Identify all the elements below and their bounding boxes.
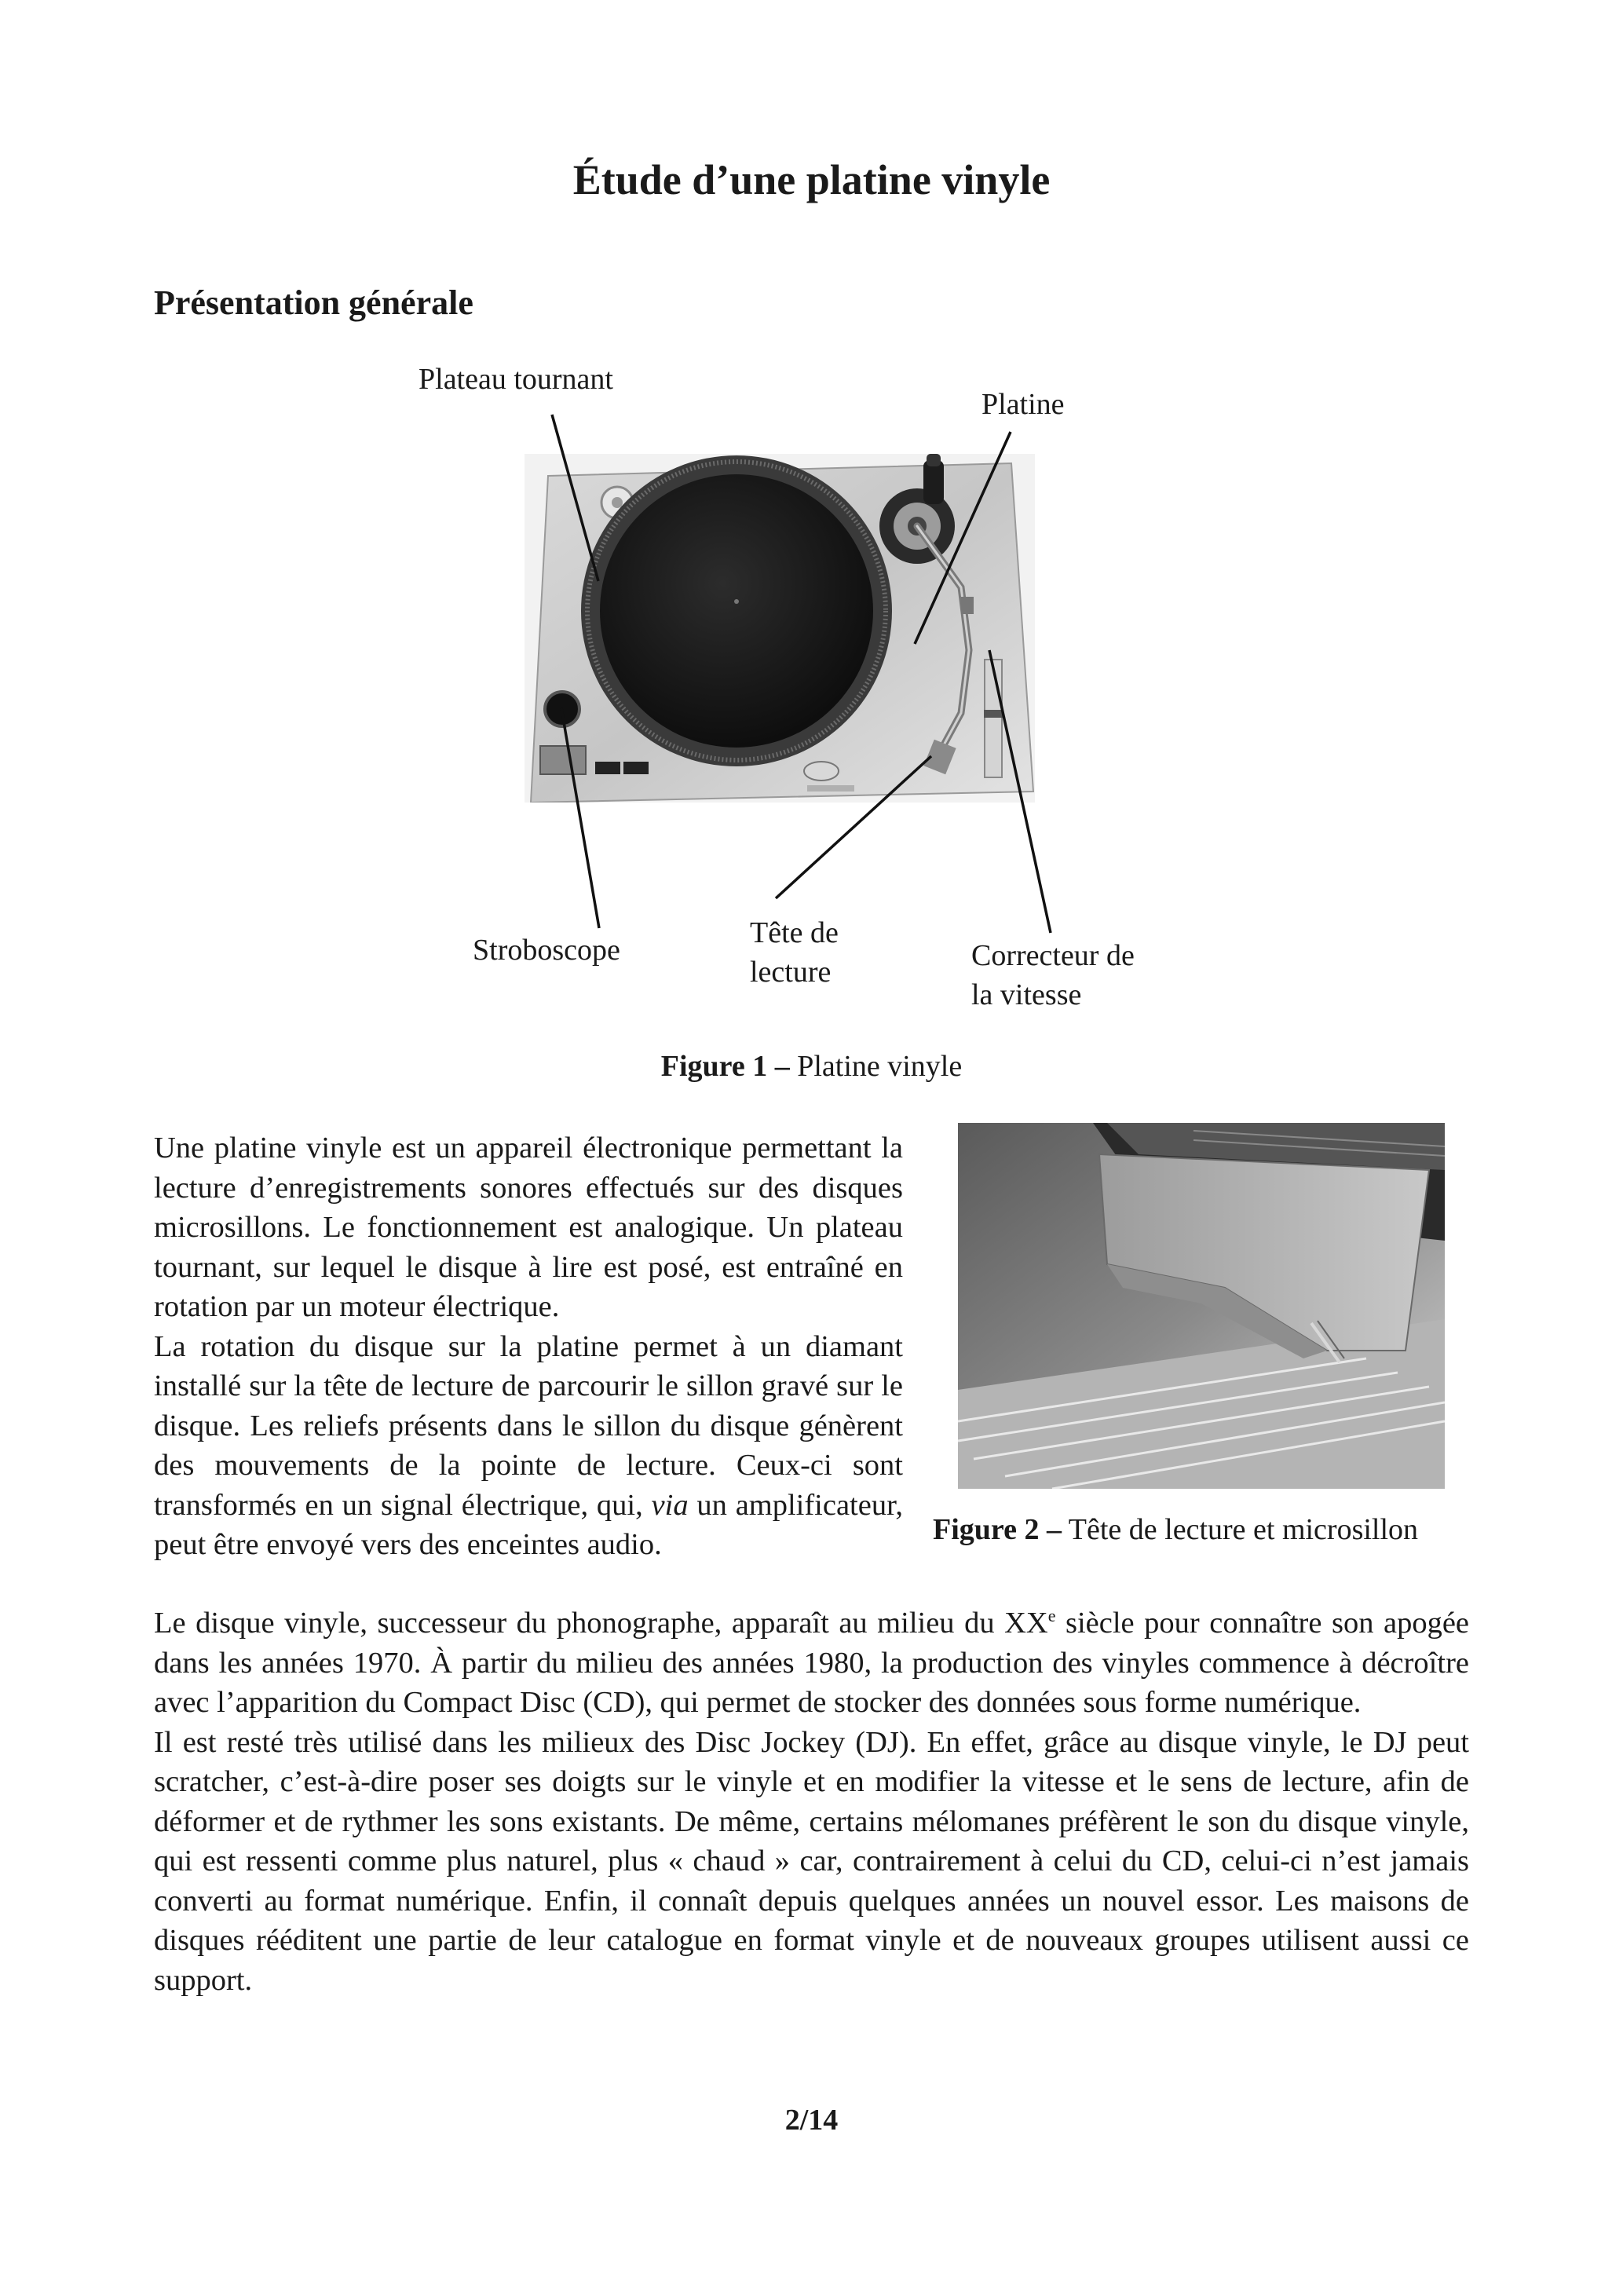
figure2-caption <box>933 1512 1418 1547</box>
figure1-caption-text: Platine vinyle <box>797 1050 963 1083</box>
figure2-caption-label: Figure 2 – <box>933 1513 1062 1546</box>
label-correcteur-line1: Correcteur de <box>971 939 1135 972</box>
figure1-caption-label: Figure 1 – <box>660 1050 790 1083</box>
label-correcteur-vitesse <box>971 936 1135 1015</box>
page-number: 2/14 <box>784 2104 839 2137</box>
history-paragraph-2: Il est resté très utilisé dans les milieux des Disc Jockey (DJ). En effet, grâce au disque vinyle, le DJ peut scratcher, c’est-à-dire poser ses doigts sur le vinyle et en modifier la vitesse et le sens de lecture, afin de déformer et de rythmer les sons existants. De même, certains mélomanes préfèrent le son du disque vinyle, qui est ressenti comme plus naturel, plus « chaud » car, contrairement à celui du CD, celui-ci n’est jamais converti au format numérique. Enfin, il connaît depuis quelques années un nouvel essor. Les maisons de disques rééditent une partie de leur catalogue en format vinyle et de nouveaux groupes utilisent aussi ce support. <box>154 1725 1469 1997</box>
figure2-caption-text: Tête de lecture et microsillon <box>1068 1513 1419 1546</box>
leader-line-stroboscope <box>561 708 599 928</box>
document-title: Étude d’une platine vinyle <box>572 156 1051 203</box>
history-p1-after: siècle pour connaître son apogée dans les années 1970. À partir du milieu des années 1980, la production des vinyles commence à décroître avec l’apparition du Compact Disc (CD), qui permet de stocker des données sous forme numérique. <box>154 1607 1469 1719</box>
label-stroboscope: Stroboscope <box>473 934 620 967</box>
section-heading: Présentation générale <box>154 283 473 322</box>
cartridge-photo <box>958 1123 1445 1489</box>
leader-line-correcteur <box>989 650 1051 933</box>
label-plateau-tournant: Plateau tournant <box>419 363 613 396</box>
figure1-caption <box>0 1049 1623 1084</box>
intro-p2-after: un amplificateur, peut être envoyé vers des enceintes audio. <box>154 1488 903 1561</box>
leader-line-tete-lecture <box>776 756 931 898</box>
label-correcteur-line2: la vitesse <box>971 978 1082 1011</box>
intro-p2-before: La rotation du disque sur la platine permet à un diamant installé sur la tête de lecture de parcourir le sillon gravé sur le disque. Les reliefs présents dans le sillon du disque génèrent des mouvements de la pointe de lecture. Ceux-ci sont transformés en un signal électrique, qui, <box>154 1329 903 1522</box>
label-tete-line1: Tête de <box>750 916 839 949</box>
leader-line-platine <box>915 432 1011 644</box>
intro-paragraph-1: Une platine vinyle est un appareil électronique permettant la lecture d’enregistrements sonores effectués sur des disques microsillons. Le fonctionnement est analogique. Un plateau tournant, sur lequel le disque à lire est posé, est entraîné en rotation par un moteur électrique. <box>154 1132 903 1323</box>
label-tete-line2: lecture <box>750 956 832 989</box>
history-p1-before: Le disque vinyle, successeur du phonographe, apparaît au milieu du XX <box>154 1607 1048 1640</box>
label-tete-de-lecture <box>750 913 839 992</box>
leader-line-plateau <box>552 415 598 581</box>
label-platine: Platine <box>981 388 1065 421</box>
intro-p2-italic: via <box>651 1488 689 1522</box>
history-paragraph-1 <box>154 1603 1469 1723</box>
history-p1-sup: e <box>1047 1606 1056 1626</box>
history-text <box>154 1603 1469 2000</box>
intro-text <box>154 1128 903 1565</box>
intro-paragraph-2 <box>154 1327 903 1565</box>
